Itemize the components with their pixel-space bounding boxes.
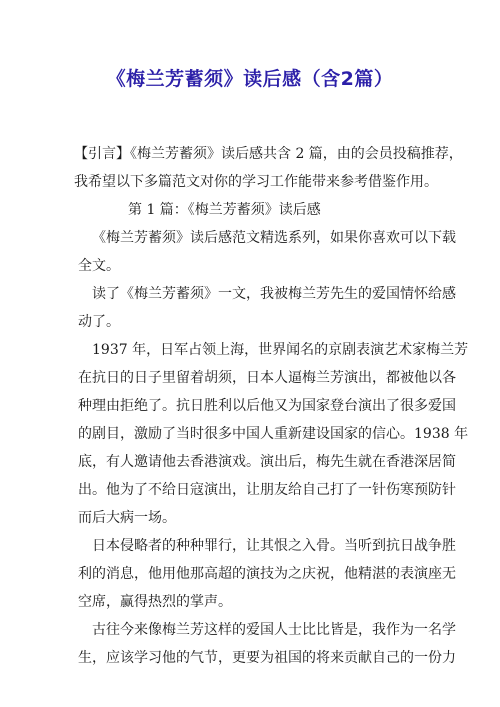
paragraph-line: 利的消息，他用他那高超的演技为之庆祝，他精湛的表演座无	[78, 566, 456, 582]
paragraph-line: 日本侵略者的种种罪行，让其恨之入骨。当听到抗日战争胜	[92, 538, 456, 554]
paragraph-line: 读了《梅兰芳蓄须》一文，我被梅兰芳先生的爱国情怀给感	[92, 286, 456, 302]
paragraph-line: 出。他为了不给日寇演出，让朋友给自己打了一针伤寒预防针	[78, 482, 456, 498]
paragraph-line: 底，有人邀请他去香港演戏。演出后，梅先生就在香港深居简	[78, 454, 456, 470]
document-body	[74, 140, 469, 672]
paragraph-line: 古往今来像梅兰芳这样的爱国人士比比皆是，我作为一名学	[92, 622, 456, 638]
paragraph-line: 而后大病一场。	[78, 510, 176, 526]
intro-line: 我希望以下多篇范文对你的学习工作能带来参考借鉴作用。	[74, 174, 438, 190]
paragraph-line: 1937 年，日军占领上海，世界闻名的京剧表演艺术家梅兰芳	[92, 342, 469, 358]
section-heading: 第 1 篇：《梅兰芳蓄须》读后感	[128, 202, 321, 218]
paragraph-line: 全文。	[78, 258, 120, 274]
paragraph-line: 生，应该学习他的气节，更要为祖国的将来贡献自己的一份力	[78, 650, 456, 666]
document-title: 《梅兰芳蓄须》读后感（含2篇）	[106, 68, 394, 90]
paragraph-line: 种理由拒绝了。抗日胜利以后他又为国家登台演出了很多爱国	[78, 398, 456, 414]
paragraph-line: 空席，赢得热烈的掌声。	[78, 594, 232, 610]
paragraph-line: 《梅兰芳蓄须》读后感范文精选系列，如果你喜欢可以下载	[92, 230, 456, 246]
paragraph-line: 的剧目，激励了当时很多中国人重新建设国家的信心。1938 年	[78, 426, 469, 442]
paragraph-line: 在抗日的日子里留着胡须，日本人逼梅兰芳演出，都被他以各	[78, 370, 456, 386]
intro-line: 【引言】《梅兰芳蓄须》读后感共含 2 篇，由的会员投稿推荐，	[74, 146, 463, 162]
paragraph-line: 动了。	[78, 314, 120, 330]
